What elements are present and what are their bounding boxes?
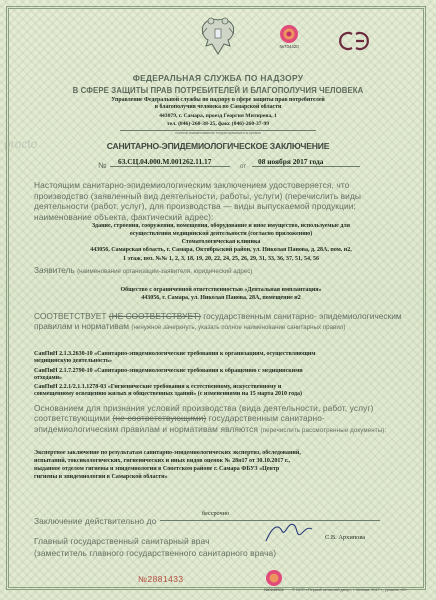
basis-text-2b: государственным санитарно- [208, 413, 325, 424]
expert-line-1: Экспертное заключение по результатам санитарно-эпидемиологических экспертиз, обследований, [34, 450, 301, 456]
chief-line-2: (заместитель главного государственного санитарного врача) [34, 548, 277, 558]
rule-2b: отходами» [34, 375, 63, 381]
applicant-line-2: 443056, г. Самара, ул. Николая Панова, 28А, помещение н2 [141, 295, 301, 301]
expert-line-4: гигиены и эпидемиологии в Самарской области» [34, 474, 168, 480]
rule-3: СанПиН 2.2.1/2.1.1.1278-03 «Гигиенические требования к естественному, искусственному и [34, 384, 282, 390]
intro-text-content: Настоящим санитарно-эпидемиологическим заключением удостоверяется, что производство (заявленный вид деятельности, работы, услуги) (перечислить виды деятельности (работ, услуг), для производства — виды выпускаемой продукции; наименование объекта, фактический адрес): [34, 180, 362, 222]
applicant-label: Заявитель [34, 265, 75, 275]
agency-address: 443079, г. Самара, проезд Георгия Митирева, 1 [159, 113, 277, 119]
validity-label: Заключение действительно до [34, 516, 157, 526]
hologram-number: №704420 [279, 44, 299, 49]
signature-icon [262, 515, 314, 549]
basis-block [34, 403, 410, 436]
rule-2: СанПиН 2.1.7.2790-10 «Санитарно-эпидемиологические требования к обращению с медицинскими [34, 368, 303, 374]
watermark: procto [4, 137, 38, 151]
rule-1: СанПиН 2.1.3.2630-10 «Санитарно-эпидемиологические требования к организациям, осуществляющим [34, 351, 316, 357]
coat-of-arms-icon [198, 14, 238, 60]
se-mark-icon [338, 30, 372, 52]
hologram-bottom-icon [265, 569, 283, 587]
hologram-bottom-number: №0245301 [264, 587, 284, 592]
conformity-strike: (НЕ СООТВЕТСТВУЕТ) [108, 311, 201, 321]
conformity-block [34, 311, 414, 333]
agency-caption: полное наименование территориального органа [175, 131, 261, 135]
activity-line-5: 1 этаж, поз. №№ 1, 2, 3, 18, 19, 20, 22, 24, 25, 26, 29, 31, 33, 36, 37, 51, 54, 56 [123, 256, 319, 262]
conformity-text-3: эпидемиологическим правилам и нормативам [34, 311, 402, 332]
agency-phone: тел. (846)-260-38-25, факс (846)-260-37-99 [166, 121, 270, 127]
rule-3b: совмещенному освещению жилых и общественных зданий» (с изменениями на 15 марта 2010 года) [34, 391, 302, 397]
basis-text-3: эпидемиологическим правилам и нормативам являются [34, 423, 259, 434]
activity-line-1: Здание, строения, сооружения, помещения, оборудование и иное имущество, используемые для [92, 223, 350, 229]
basis-text-2a: услуг) соответствующими [34, 403, 374, 424]
applicant-hint: (наименование организации-заявителя, юридический адрес) [77, 268, 253, 275]
signer-name: С.В. Архипова [325, 534, 366, 541]
basis-hint: (перечислить рассмотренные документы): [260, 426, 387, 434]
printer-line: © ООО «Первый печатный двор», г. Москва, 2017 г., уровень «Б» [292, 588, 407, 592]
agency-line: ФЕДЕРАЛЬНАЯ СЛУЖБА ПО НАДЗОРУ [132, 73, 304, 83]
hologram-bottom [265, 569, 285, 597]
dept-line-2: и благополучия человека по Самарской области [154, 104, 282, 110]
conformity-text: СООТВЕТСТВУЕТ [34, 311, 107, 321]
certificate-title: САНИТАРНО-ЭПИДЕМИОЛОГИЧЕСКОЕ ЗАКЛЮЧЕНИЕ [106, 141, 330, 151]
dept-line-1: Управление Федеральной службы по надзору в сфере защиты прав потребителей [111, 97, 325, 103]
activity-line-3: Стоматологическая клиника [181, 239, 261, 245]
rule-1b: медицинскую деятельность» [34, 358, 112, 364]
hologram-top [279, 24, 299, 54]
expert-line-2: испытаний, токсикологических, гигиенических и иных видов оценок № 28н17 от 30.10.2017 г., [34, 458, 290, 464]
conformity-text-2: государственным санитарно- [203, 311, 317, 321]
applicant-line-1: Общество с ограниченной ответственностью «Дентальная имплантация» [120, 287, 322, 293]
basis-text-1: Основанием для признания условий производства (вида деятельности, работ, [34, 403, 348, 413]
number-label: № [98, 161, 107, 170]
certificate-number: 63.СЦ.04.000.М.001262.11.17 [118, 157, 212, 166]
validity-value: бессрочно [202, 510, 230, 517]
activity-line-4: 443056, Самарская область, г. Самара, Октябрьский район, ул. Николая Панова, д. 28А, пом. н2, [90, 247, 352, 253]
activity-line-2: осуществления медицинской деятельности (согласно приложению) [129, 231, 313, 237]
certificate-date: 08 ноября 2017 года [258, 157, 324, 166]
date-label: от [240, 163, 247, 170]
intro-text [34, 180, 406, 222]
basis-strike: (не соответствующими) [112, 413, 207, 424]
conformity-hint: (ненужное зачеркнуть, указать полное наименование санитарных правил) [131, 324, 346, 332]
applicant-row [34, 265, 406, 277]
hologram-icon [279, 24, 299, 46]
expert-line-3: выданное отделом гигиены и эпидемиологии в Советском районе г. Самара ФБУЗ «Центр [34, 466, 280, 472]
serial-number: №2881433 [138, 574, 184, 584]
agency-line-2: В СФЕРЕ ЗАЩИТЫ ПРАВ ПОТРЕБИТЕЛЕЙ И БЛАГОПОЛУЧИЯ ЧЕЛОВЕКА [72, 86, 364, 95]
chief-line-1: Главный государственный санитарный врач [34, 536, 210, 546]
